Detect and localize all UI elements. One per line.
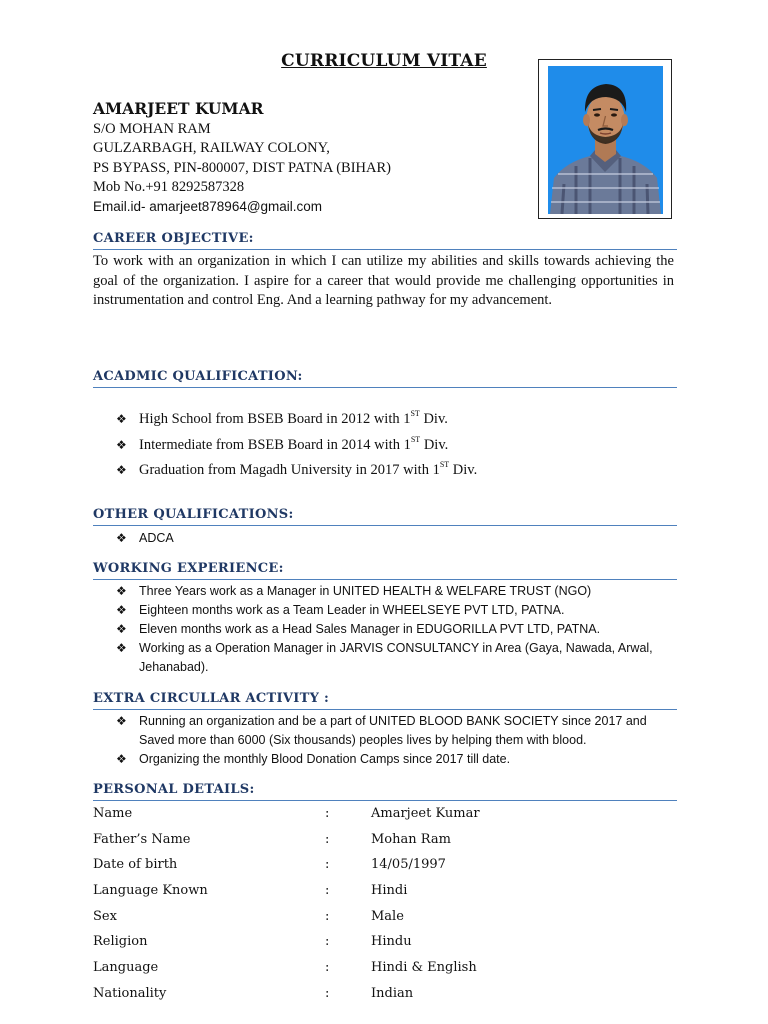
details-label: Language xyxy=(93,960,159,976)
working-experience-list xyxy=(116,582,659,677)
other-qualifications-heading: OTHER QUALIFICATIONS: xyxy=(93,507,677,526)
details-label: Father’s Name xyxy=(93,831,191,847)
profile-photo xyxy=(548,66,663,214)
bullet-diamond-icon: ❖ xyxy=(116,412,127,426)
details-separator: : xyxy=(325,857,330,873)
bullet-diamond-icon: ❖ xyxy=(116,463,127,477)
contact-header xyxy=(93,98,391,216)
list-item: ❖ Eleven months work as a Head Sales Manager in EDUGORILLA PVT LTD, PATNA. xyxy=(116,620,659,639)
details-label: Date of birth xyxy=(93,857,178,873)
bullet-diamond-icon: ❖ xyxy=(116,641,127,655)
details-value: Hindu xyxy=(371,934,412,950)
bullet-diamond-icon: ❖ xyxy=(116,584,127,598)
details-separator: : xyxy=(325,960,330,976)
mobile-number: Mob No.+91 8292587328 xyxy=(93,178,245,195)
email-address: Email.id- amarjeet878964@gmail.com xyxy=(93,199,323,215)
personal-details-heading: PERSONAL DETAILS: xyxy=(93,782,677,801)
address-line: PS BYPASS, PIN-800007, DIST PATNA (BIHAR) xyxy=(93,159,392,176)
address-line: S/O MOHAN RAM xyxy=(93,121,211,137)
details-value: Hindi & English xyxy=(371,960,477,976)
details-value: Indian xyxy=(371,985,414,1001)
bullet-diamond-icon: ❖ xyxy=(116,714,127,728)
list-item: ❖ Organizing the monthly Blood Donation Camps since 2017 till date. xyxy=(116,750,659,769)
details-value: Male xyxy=(371,908,404,924)
working-experience-heading: WORKING EXPERIENCE: xyxy=(93,561,677,580)
details-label: Name xyxy=(93,806,133,821)
details-separator: : xyxy=(325,934,330,950)
list-item: ❖ Working as a Operation Manager in JARVIS CONSULTANCY in Area (Gaya, Nawada, Arwal, Jehanabad). xyxy=(116,641,653,674)
extra-activity-heading: EXTRA CIRCULLAR ACTIVITY : xyxy=(93,691,677,710)
details-label: Religion xyxy=(93,934,148,950)
career-objective-heading: CAREER OBJECTIVE: xyxy=(93,231,677,250)
details-value: Mohan Ram xyxy=(371,831,451,847)
extra-activity-list xyxy=(116,712,659,769)
details-separator: : xyxy=(325,985,330,1001)
details-separator: : xyxy=(325,883,330,899)
list-item: ❖ ADCA xyxy=(116,529,659,548)
details-value: 14/05/1997 xyxy=(371,857,446,873)
details-value: Hindi xyxy=(371,883,408,899)
details-separator: : xyxy=(325,806,330,821)
academic-list xyxy=(116,407,477,484)
list-item: ❖ Three Years work as a Manager in UNITED HEALTH & WELFARE TRUST (NGO) xyxy=(116,582,659,601)
bullet-diamond-icon: ❖ xyxy=(116,603,127,617)
details-label: Sex xyxy=(93,908,117,924)
other-qualifications-list xyxy=(116,529,659,548)
list-item: ❖ Intermediate from BSEB Board in 2014 with 1ST Div. xyxy=(116,433,477,459)
bullet-diamond-icon: ❖ xyxy=(116,622,127,636)
bullet-diamond-icon: ❖ xyxy=(116,531,127,545)
list-item: ❖ Graduation from Magadh University in 2017 with 1ST Div. xyxy=(116,458,477,484)
details-value: Amarjeet Kumar xyxy=(371,806,480,821)
details-separator: : xyxy=(325,908,330,924)
bullet-diamond-icon: ❖ xyxy=(116,752,127,766)
address-line: GULZARBAGH, RAILWAY COLONY, xyxy=(93,140,330,157)
list-item: ❖ High School from BSEB Board in 2012 with 1ST Div. xyxy=(116,407,477,433)
list-item: ❖ Eighteen months work as a Team Leader in WHEELSEYE PVT LTD, PATNA. xyxy=(116,601,659,620)
details-label: Nationality xyxy=(93,985,167,1001)
candidate-name: AMARJEET KUMAR xyxy=(93,99,264,118)
list-item: ❖ Running an organization and be a part of UNITED BLOOD BANK SOCIETY since 2017 and Saved more than 6000 (Six thousands) peoples lives by helping them with blood. xyxy=(116,714,647,747)
details-label: Language Known xyxy=(93,883,208,899)
academic-qualification-heading: ACADMIC QUALIFICATION: xyxy=(93,369,677,388)
document-title: CURRICULUM VITAE xyxy=(281,51,487,71)
bullet-diamond-icon: ❖ xyxy=(116,437,127,452)
profile-photo-frame xyxy=(538,59,672,219)
career-objective-text: To work with an organization in which I can utilize my abilities and skills towards achieving the goal of the organization. I aspire for a career that would provide me challenging opportunities in instrumentation and control Eng. And a learning pathway for my advancement. xyxy=(93,253,674,309)
details-separator: : xyxy=(325,831,330,847)
